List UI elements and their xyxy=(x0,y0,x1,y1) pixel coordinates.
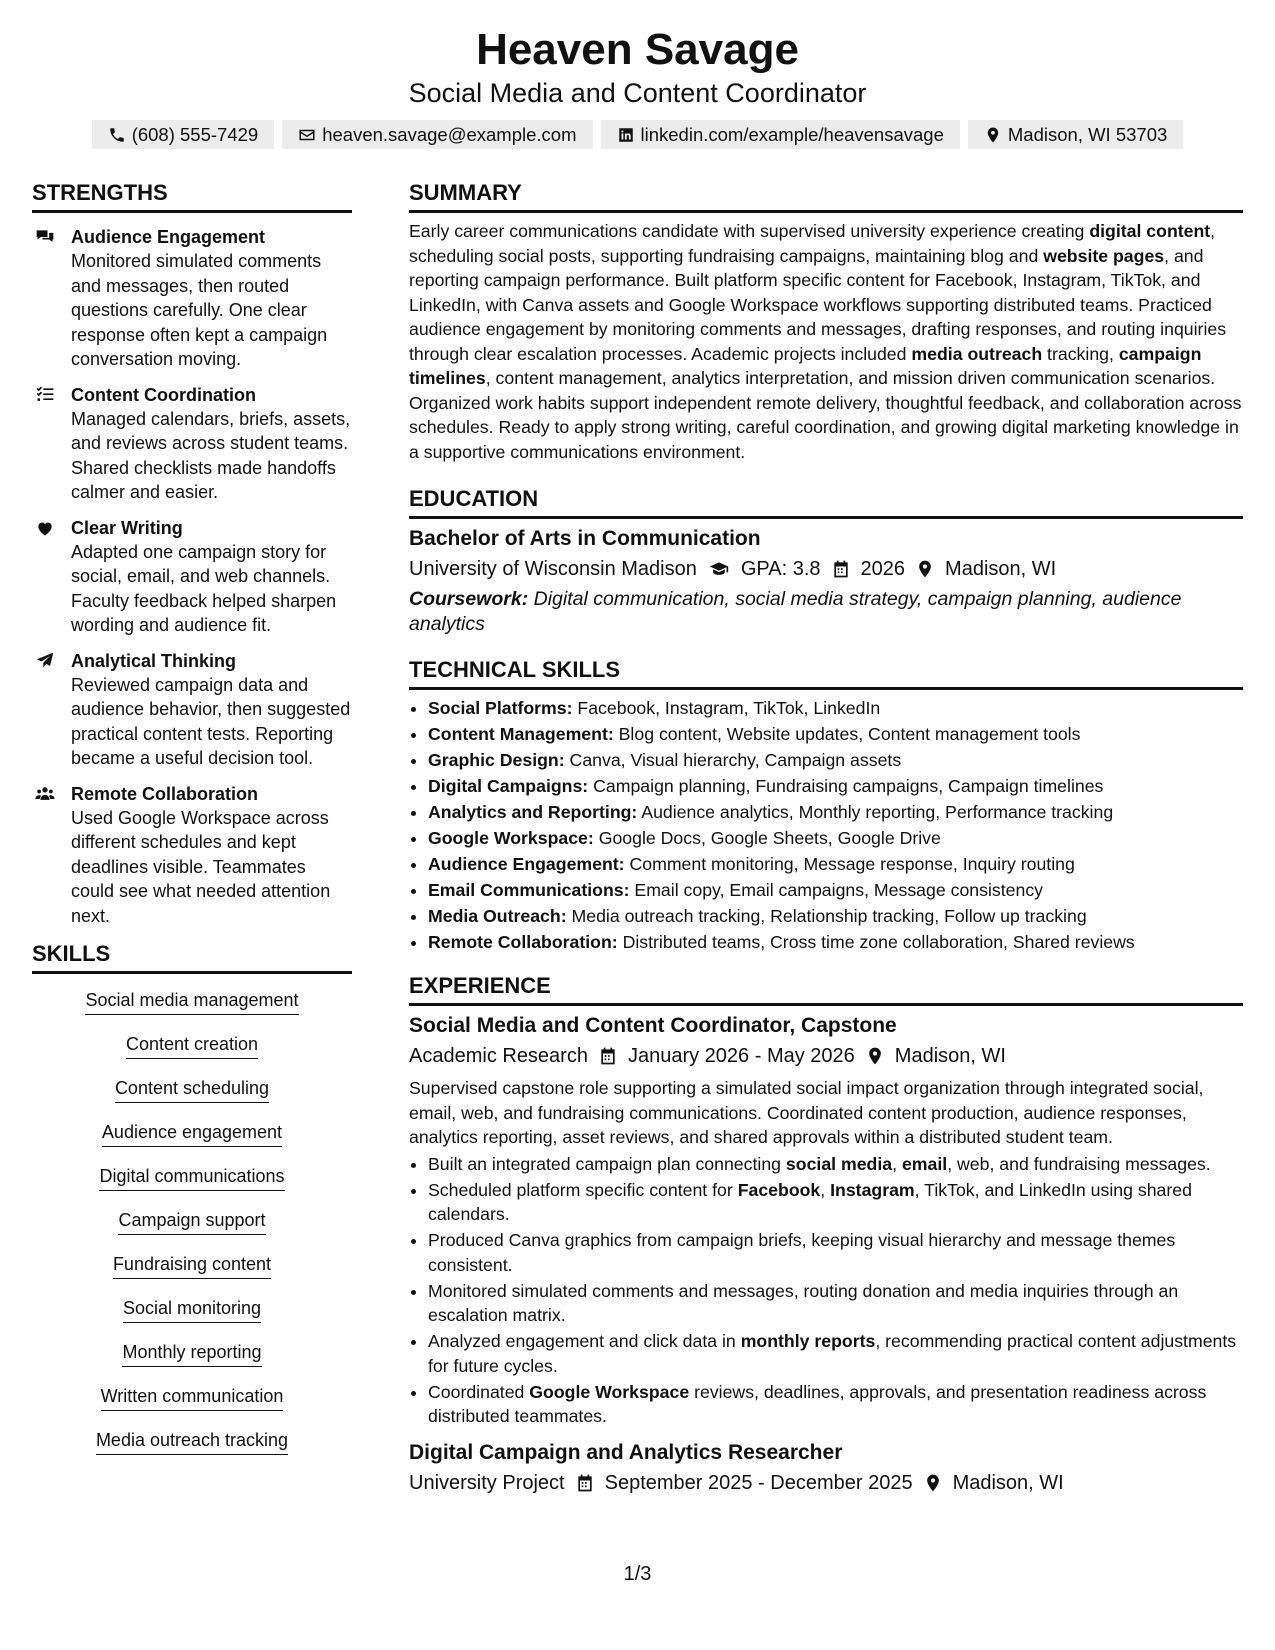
tech-skill-value: Comment monitoring, Message response, Inquiry routing xyxy=(624,854,1075,874)
summary-part: Early career communications candidate with supervised university experience creating xyxy=(409,221,1090,241)
resume-header xyxy=(0,0,1275,149)
map-marker-icon xyxy=(865,1046,885,1066)
tech-skill-item xyxy=(428,774,1243,799)
email-text: heaven.savage@example.com xyxy=(322,124,577,145)
education-section xyxy=(409,484,1243,637)
skill-label: Digital communications xyxy=(99,1164,284,1191)
map-marker-icon xyxy=(984,126,1002,144)
contact-linkedin[interactable] xyxy=(601,120,960,149)
degree-title: Bachelor of Arts in Communication xyxy=(409,527,761,550)
bullet-text: , xyxy=(820,1179,831,1200)
bullet-text: , xyxy=(892,1153,902,1174)
school-name: University of Wisconsin Madison xyxy=(409,558,697,580)
map-marker-icon xyxy=(915,559,935,579)
skill-item xyxy=(32,1164,352,1191)
strengths-heading: STRENGTHS xyxy=(32,178,352,213)
skill-label: Written communication xyxy=(101,1384,284,1411)
skills-list xyxy=(32,988,352,1455)
skills-heading: SKILLS xyxy=(32,939,352,974)
bullet-text: reviews, deadlines, approvals, and presentation readiness across distributed teammates. xyxy=(428,1381,1207,1426)
linkedin-icon xyxy=(617,126,635,144)
map-marker-icon xyxy=(923,1473,943,1493)
skill-label: Audience engagement xyxy=(102,1120,282,1147)
linkedin-text: linkedin.com/example/heavensavage xyxy=(640,124,944,145)
job-dates: September 2025 - December 2025 xyxy=(604,1471,913,1494)
tech-skill-value: Facebook, Instagram, TikTok, LinkedIn xyxy=(572,698,881,718)
tech-skill-label: Google Workspace: xyxy=(428,828,594,848)
location-text: Madison, WI 53703 xyxy=(1007,124,1168,145)
bullet-text: , TikTok, and LinkedIn using shared calendars. xyxy=(428,1179,1192,1224)
bullet-text: Scheduled platform specific content for xyxy=(428,1179,738,1200)
skill-label: Social media management xyxy=(85,988,298,1015)
skill-label: Campaign support xyxy=(118,1208,265,1235)
users-icon xyxy=(34,784,56,804)
bullet-text: , web, and fundraising messages. xyxy=(947,1153,1211,1174)
education-heading: EDUCATION xyxy=(409,484,1243,519)
contact-email[interactable] xyxy=(282,120,592,149)
summary-keyword: media outreach xyxy=(911,343,1043,364)
bullet-keyword: email xyxy=(901,1153,948,1174)
coursework-text: Digital communication, social media strategy, campaign planning, audience analytics xyxy=(409,588,1182,635)
skill-label: Media outreach tracking xyxy=(96,1428,288,1455)
tech-skill-label: Audience Engagement: xyxy=(428,854,625,874)
strength-item xyxy=(32,649,352,771)
calendar-icon xyxy=(575,1473,595,1493)
tech-skill-label: Media Outreach: xyxy=(428,906,567,926)
bullet-keyword: Facebook xyxy=(737,1179,821,1200)
skill-item xyxy=(32,1208,352,1235)
job-bullet xyxy=(428,1228,1243,1277)
bullet-text: Produced Canva graphics from campaign briefs, keeping visual hierarchy and message themes consistent. xyxy=(428,1230,1176,1275)
job-bullet xyxy=(428,1178,1243,1227)
education-meta xyxy=(409,555,1243,583)
envelope-icon xyxy=(298,126,316,144)
strength-title: Remote Collaboration xyxy=(71,783,259,804)
bullet-text: Built an integrated campaign plan connecting xyxy=(428,1153,786,1174)
bullet-text: , recommending practical content adjustments for future cycles. xyxy=(428,1331,1237,1376)
coursework-label: Coursework: xyxy=(409,588,529,610)
technical-skills-list xyxy=(409,696,1243,955)
experience-heading: EXPERIENCE xyxy=(409,971,1243,1006)
strength-desc: Monitored simulated comments and messages, then routed questions carefully. One clear response often kept a campaign conversation moving. xyxy=(71,251,328,369)
job-org: University Project xyxy=(409,1471,565,1494)
skill-item xyxy=(32,1120,352,1147)
phone-icon xyxy=(108,126,126,144)
job-meta xyxy=(409,1042,1243,1070)
bullet-text: Analyzed engagement and click data in xyxy=(428,1331,741,1351)
skill-item xyxy=(32,1252,352,1279)
tech-skill-value: Campaign planning, Fundraising campaigns, Campaign timelines xyxy=(588,776,1104,796)
page-number: 1/3 xyxy=(623,1563,652,1585)
skill-label: Social monitoring xyxy=(123,1296,261,1323)
summary-keyword: campaign timelines xyxy=(409,343,1202,388)
tech-skill-item xyxy=(428,696,1243,721)
bullet-keyword: social media xyxy=(785,1153,893,1174)
education-location: Madison, WI xyxy=(945,558,1057,580)
job-bullet xyxy=(428,1279,1243,1328)
comments-icon xyxy=(34,227,56,247)
job-bullet xyxy=(428,1329,1243,1378)
summary-part: , and reporting campaign performance. Built platform specific content for Facebook, Instagram, TikTok, and LinkedIn, with Canva assets and Google Workspace workflows supporting distributed teams. Practiced audience engagement by monitoring comments and messages, drafting responses, and routing inquiries through clear escalation processes. Academic projects included xyxy=(409,245,1227,364)
tech-skill-item xyxy=(428,904,1243,929)
job-entry xyxy=(409,1012,1243,1429)
skill-item xyxy=(32,1076,352,1103)
job-dates: January 2026 - May 2026 xyxy=(627,1045,855,1067)
strengths-list xyxy=(32,225,352,928)
technical-skills-section xyxy=(409,655,1243,955)
bullet-text: Coordinated xyxy=(428,1381,530,1402)
strength-item xyxy=(32,516,352,638)
tech-skill-item xyxy=(428,800,1243,825)
tech-skill-item xyxy=(428,722,1243,747)
skill-item xyxy=(32,1428,352,1455)
tech-skill-value: Media outreach tracking, Relationship tracking, Follow up tracking xyxy=(566,906,1087,926)
job-location: Madison, WI xyxy=(952,1471,1064,1494)
job-title: Social Media and Content Coordinator, Capstone xyxy=(409,1014,897,1037)
tech-skill-label: Analytics and Reporting: xyxy=(428,802,638,822)
skill-item xyxy=(32,1296,352,1323)
job-org: Academic Research xyxy=(409,1045,588,1067)
tech-skill-item xyxy=(428,878,1243,903)
summary-text xyxy=(409,219,1243,464)
candidate-name: Heaven Savage xyxy=(476,25,799,74)
skill-item xyxy=(32,1384,352,1411)
contact-location xyxy=(968,120,1183,149)
strength-title: Analytical Thinking xyxy=(71,650,237,671)
tech-skill-value: Canva, Visual hierarchy, Campaign assets xyxy=(564,750,902,770)
strength-title: Clear Writing xyxy=(71,517,183,538)
summary-keyword: website pages xyxy=(1043,245,1165,266)
strength-desc: Used Google Workspace across different schedules and kept deadlines visible. Teammates could see what needed attention next. xyxy=(71,807,331,926)
left-column xyxy=(32,178,352,1472)
tech-skill-item xyxy=(428,748,1243,773)
summary-keyword: digital content xyxy=(1089,221,1211,241)
strength-title: Content Coordination xyxy=(71,384,256,405)
strength-desc: Adapted one campaign story for social, email, and web channels. Faculty feedback helped sharpen wording and audience fit. xyxy=(71,541,337,635)
tech-skill-label: Content Management: xyxy=(428,724,614,744)
summary-part: tracking, xyxy=(1042,343,1119,364)
job-meta xyxy=(409,1469,1243,1497)
calendar-icon xyxy=(831,559,851,579)
tech-skill-value: Google Docs, Google Sheets, Google Drive xyxy=(593,828,941,848)
tech-skill-value: Audience analytics, Monthly reporting, Performance tracking xyxy=(637,802,1114,822)
job-bullets xyxy=(409,1152,1243,1429)
graduation-year: 2026 xyxy=(860,558,906,580)
tech-skill-label: Social Platforms: xyxy=(428,698,573,718)
strength-item xyxy=(32,225,352,372)
experience-section xyxy=(409,971,1243,1497)
tech-skill-item xyxy=(428,930,1243,955)
skill-label: Content creation xyxy=(126,1032,258,1059)
job-summary: Supervised capstone role supporting a simulated social impact organization through integrated social, email, web, and fundraising communications. Coordinated content production, audience responses, analytics reporting, asset reviews, and shared approvals within a distributed student team. xyxy=(409,1078,1204,1147)
skill-label: Monthly reporting xyxy=(122,1340,261,1367)
bullet-keyword: monthly reports xyxy=(740,1331,876,1351)
tech-skill-value: Blog content, Website updates, Content management tools xyxy=(613,724,1081,744)
job-entry xyxy=(409,1439,1243,1497)
calendar-icon xyxy=(598,1046,618,1066)
tech-skill-value: Email copy, Email campaigns, Message consistency xyxy=(629,880,1044,900)
skill-label: Content scheduling xyxy=(115,1076,269,1103)
strength-desc: Reviewed campaign data and audience behavior, then suggested practical content tests. Reporting became a useful decision tool. xyxy=(71,674,351,768)
skill-item xyxy=(32,1032,352,1059)
heart-icon xyxy=(34,518,56,538)
tech-skill-label: Remote Collaboration: xyxy=(428,932,618,952)
tech-skill-label: Graphic Design: xyxy=(428,750,565,770)
job-title: Digital Campaign and Analytics Researcher xyxy=(409,1440,843,1464)
strength-item xyxy=(32,782,352,929)
checklist-icon xyxy=(34,385,56,405)
summary-part: , scheduling social posts, supporting fundraising campaigns, maintaining blog and xyxy=(409,221,1216,266)
tech-skill-item xyxy=(428,852,1243,877)
job-bullet xyxy=(428,1380,1243,1429)
tech-skill-item xyxy=(428,826,1243,851)
skill-item xyxy=(32,1340,352,1367)
gpa: GPA: 3.8 xyxy=(740,558,821,580)
skill-label: Fundraising content xyxy=(113,1252,271,1279)
contact-bar xyxy=(0,120,1275,149)
bullet-keyword: Google Workspace xyxy=(529,1381,690,1402)
technical-skills-heading: TECHNICAL SKILLS xyxy=(409,655,1243,690)
job-bullet xyxy=(428,1152,1243,1177)
tech-skill-value: Distributed teams, Cross time zone collaboration, Shared reviews xyxy=(617,932,1135,952)
coursework xyxy=(409,587,1243,637)
strength-item xyxy=(32,383,352,505)
skill-item xyxy=(32,988,352,1015)
summary-part: , content management, analytics interpretation, and mission driven communication scenarios. Organized work habits support independent remote delivery, thoughtful feedback, and collaboration across schedules. Ready to apply strong writing, careful coordination, and growing digital marketing knowledge in a supportive communications environment. xyxy=(409,368,1242,462)
right-column xyxy=(409,178,1243,1517)
strength-desc: Managed calendars, briefs, assets, and reviews across student teams. Shared checklists made handoffs calmer and easier. xyxy=(71,408,351,502)
candidate-title: Social Media and Content Coordinator xyxy=(408,78,867,108)
phone-text: (608) 555-7429 xyxy=(131,124,259,145)
strength-title: Audience Engagement xyxy=(71,227,266,247)
tech-skill-label: Email Communications: xyxy=(428,880,630,900)
graduation-cap-icon xyxy=(707,559,731,579)
tech-skill-label: Digital Campaigns: xyxy=(428,776,589,796)
bullet-keyword: Instagram xyxy=(830,1179,915,1200)
paper-plane-icon xyxy=(34,651,56,671)
bullet-text: Monitored simulated comments and messages, routing donation and media inquiries through an escalation matrix. xyxy=(428,1280,1179,1325)
contact-phone xyxy=(92,120,275,149)
summary-section xyxy=(409,178,1243,464)
job-location: Madison, WI xyxy=(894,1045,1006,1067)
summary-heading: SUMMARY xyxy=(409,178,1243,213)
